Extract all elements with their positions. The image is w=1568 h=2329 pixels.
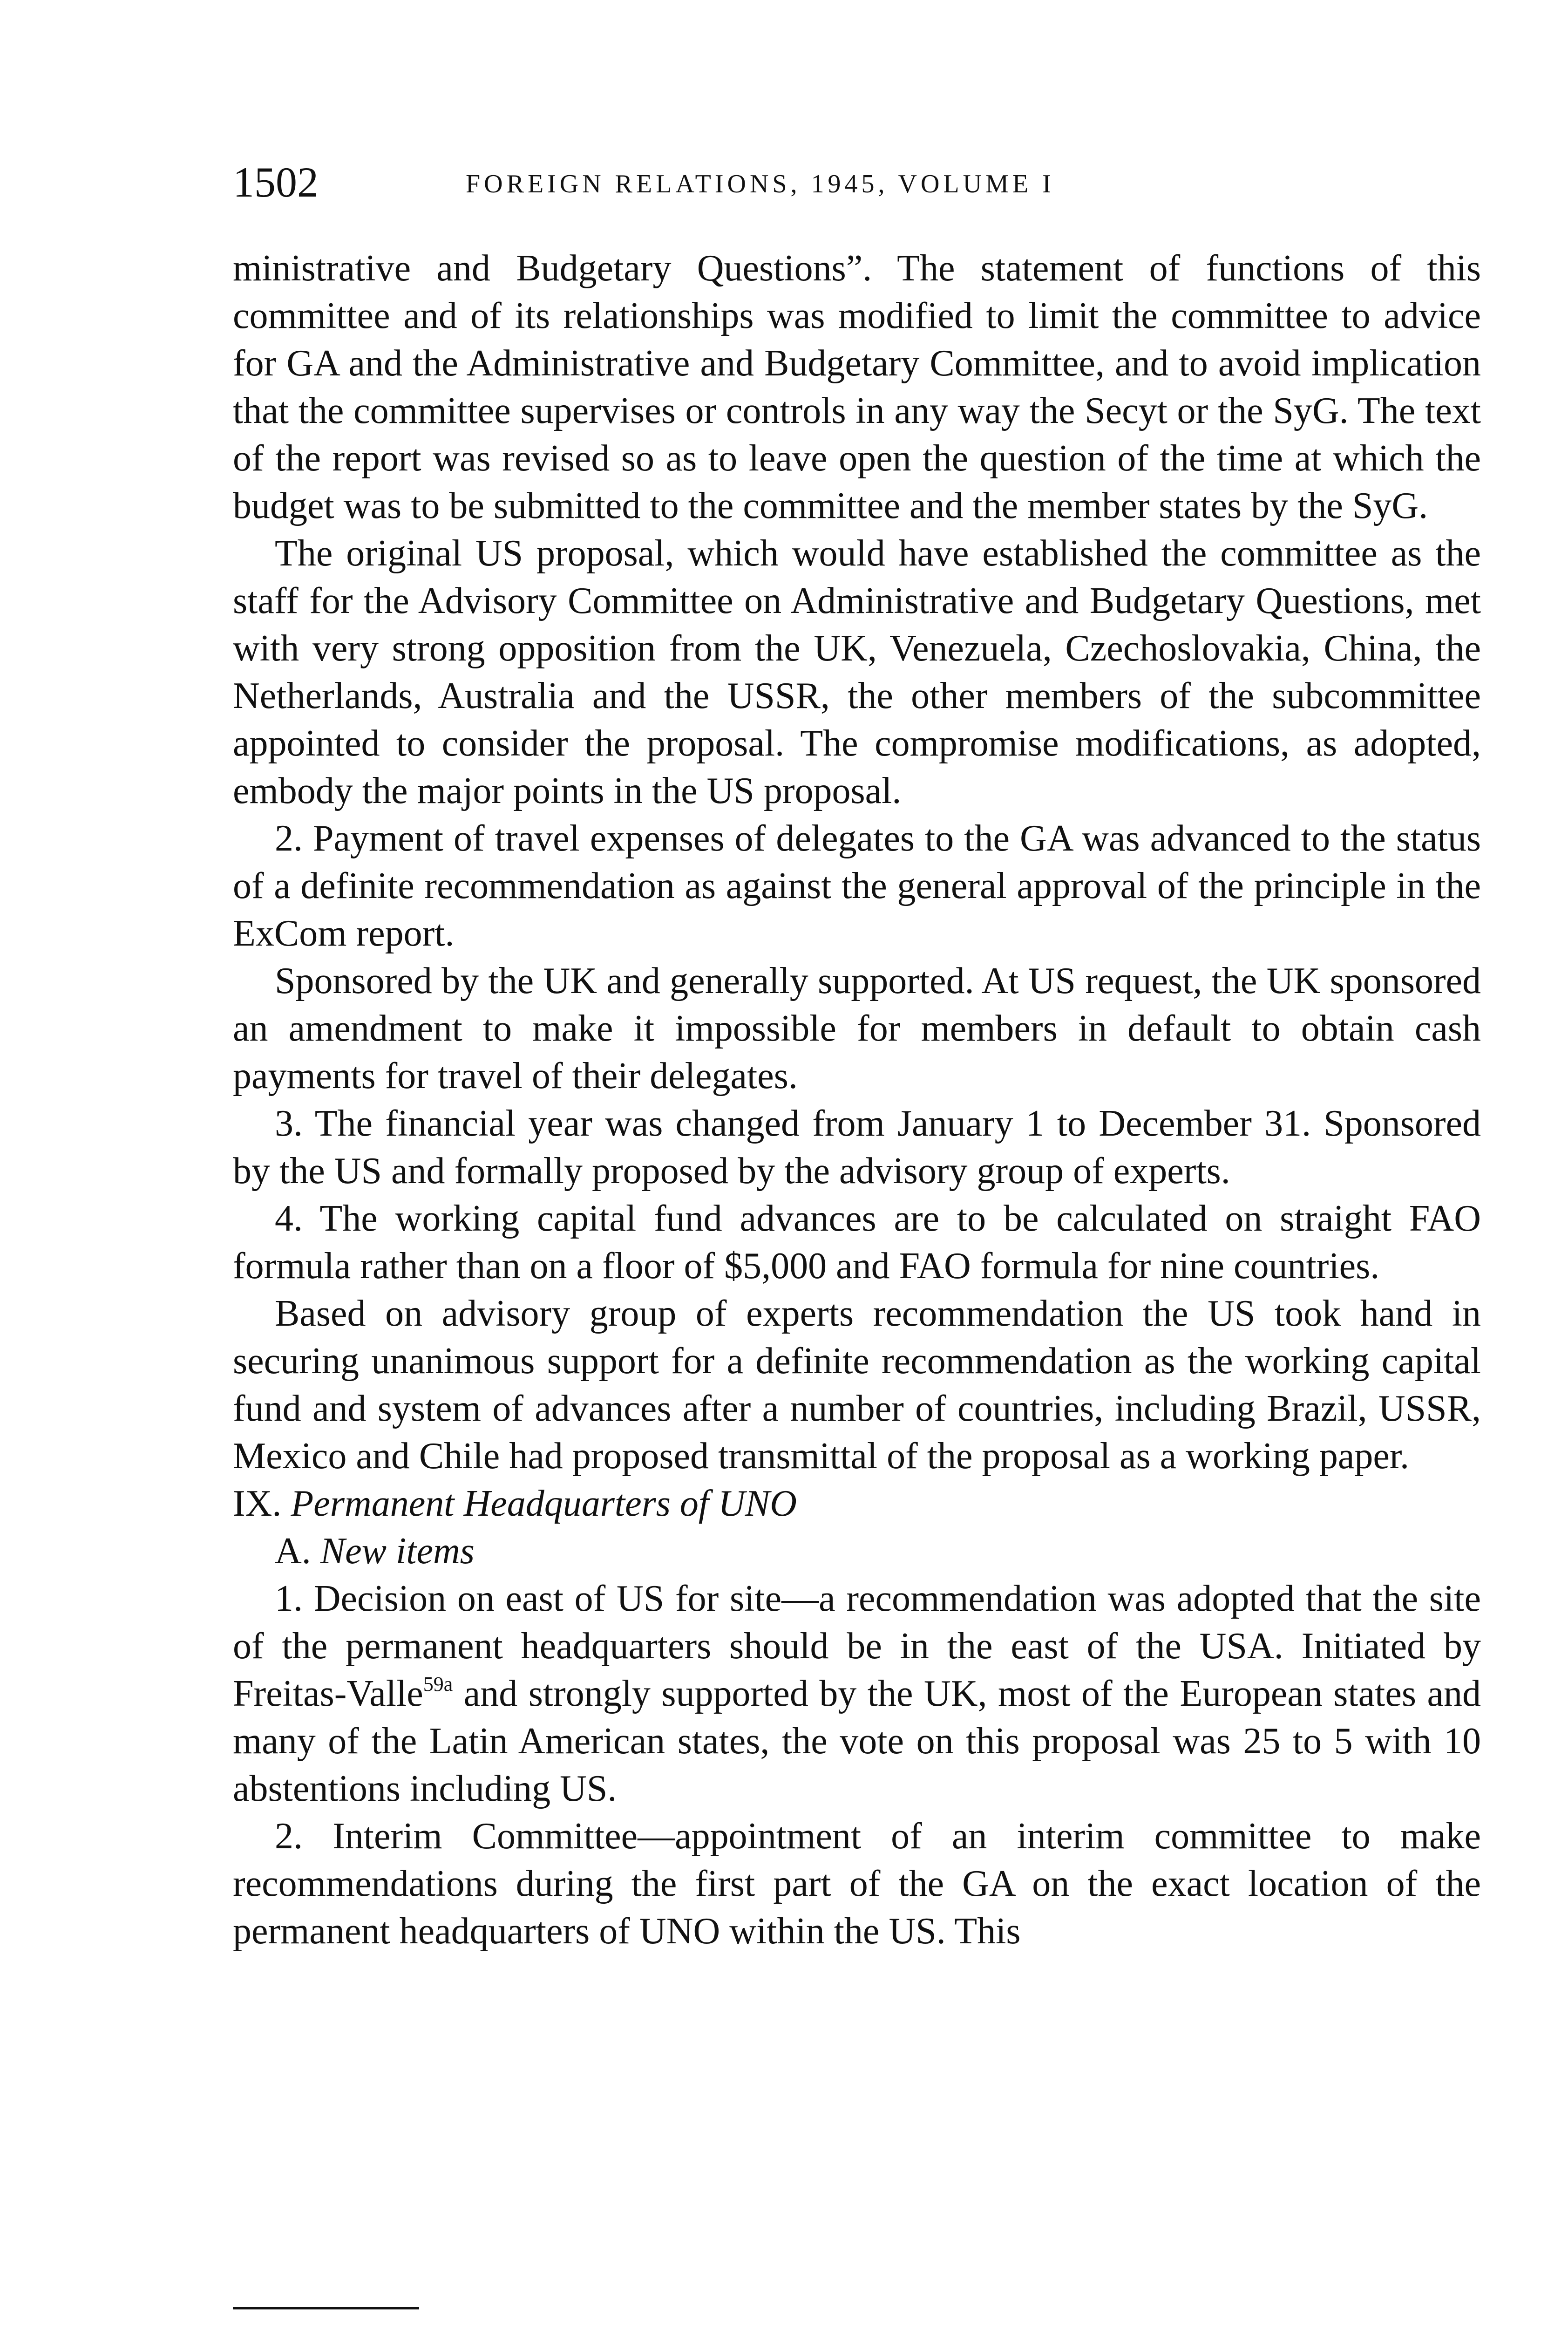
section-title: Permanent Headquarters of UNO [291, 1483, 797, 1524]
paragraph: 4. The working capital fund advances are to be calculated on straight FAO formula rather than on a floor of $5,000 and FAO formula for nine countries. [233, 1198, 1481, 1287]
footnote-reference: 59a [423, 1673, 453, 1696]
paragraph: 2. Interim Committee—appointment of an interim committee to make recommendations during the first part of the GA on the exact location of the permanent headquarters of UNO within the US. This [233, 1816, 1481, 1952]
paragraph [233, 1575, 1481, 1812]
paragraph: The original US proposal, which would have established the committee as the staff for the Advisory Committee on Administrative and Budgetary Questions, met with very strong opposition from the UK, Venezuela, Czechoslovakia, China, the Netherlands, Australia and the USSR, the other members of the subcommittee appointed to consider the proposal. The compromise modifications, as adopted, embody the major points in the US proposal. [233, 533, 1481, 811]
paragraph-continuation: ministrative and Budgetary Questions”. The statement of functions of this committee and of its relationships was modified to limit the committee to advice for GA and the Administrative and Budgetary Committee, and to avoid implication that the committee supervises or controls in any way the Secyt or the SyG. The text of the report was revised so as to leave open the question of the time at which the budget was to be submitted to the committee and the member states by the SyG. [233, 248, 1481, 526]
running-head: FOREIGN RELATIONS, 1945, VOLUME I [466, 170, 1055, 198]
paragraph: 2. Payment of travel expenses of delegates to the GA was advanced to the status of a definite recommendation as against the general approval of the principle in the ExCom report. [233, 818, 1481, 954]
page-number: 1502 [233, 158, 319, 206]
body-text [233, 245, 1481, 1955]
footnote-rule [233, 2307, 419, 2309]
section-numeral: IX. [233, 1483, 282, 1524]
section-heading [233, 1480, 1481, 1527]
paragraph: Based on advisory group of experts recommendation the US took hand in securing unanimous support for a definite recommendation as the working capital fund and system of advances after a number of countries, including Brazil, USSR, Mexico and Chile had proposed transmittal of the proposal as a working paper. [233, 1293, 1481, 1477]
subsection-heading [233, 1527, 1481, 1575]
subsection-label: A. [275, 1531, 311, 1572]
item-text: 1. Decision on east of US for site—a recommendation was adopted that the site of the permanent headquarters should be in the east of the USA. Initiated by Freitas-Valle [233, 1578, 1481, 1714]
page-header [233, 158, 1500, 217]
paragraph: 3. The financial year was changed from January 1 to December 31. Sponsored by the US and formally proposed by the advisory group of experts. [233, 1103, 1481, 1192]
paragraph: Sponsored by the UK and generally supported. At US request, the UK sponsored an amendment to make it impossible for members in default to obtain cash payments for travel of their delegates. [233, 960, 1481, 1096]
subsection-title: New items [320, 1531, 475, 1572]
item-text: and strongly supported by the UK, most of the European states and many of the Latin American states, the vote on this proposal was 25 to 5 with 10 abstentions including US. [233, 1673, 1481, 1809]
